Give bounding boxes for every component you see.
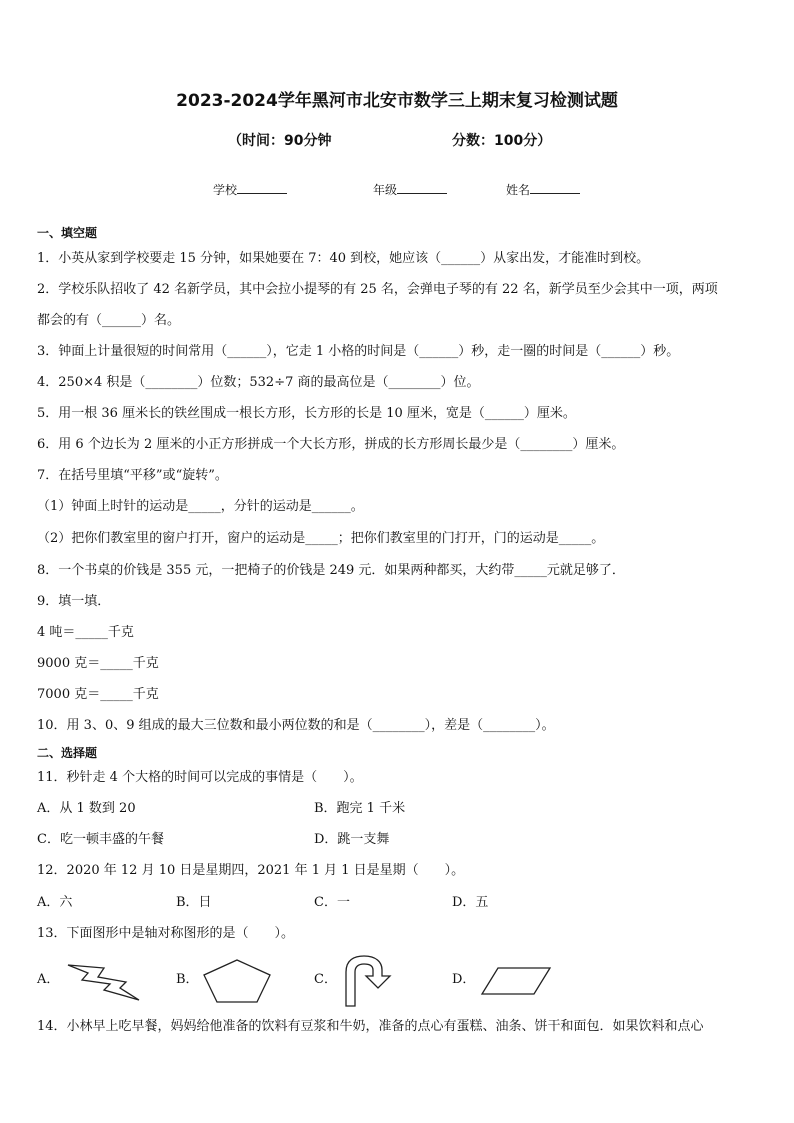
question-8: 8．一个书桌的价钱是 355 元，一把椅子的价钱是 249 元．如果两种都买，大约带_____元就足够了．	[37, 563, 625, 578]
grade-blank[interactable]	[397, 181, 447, 194]
question-1: 1．小英从家到学校要走 15 分钟，如果她要在 7：40 到校，她应该（______）从家出发，才能准时到校。	[37, 251, 650, 266]
lightning-icon	[66, 960, 142, 1002]
q13-option-b[interactable]: B．	[176, 972, 199, 987]
q11-option-a[interactable]: A．从 1 数到 20	[37, 801, 136, 816]
school-blank[interactable]	[237, 181, 287, 194]
question-12: 12．2020 年 12 月 10 日是星期四，2021 年 1 月 1 日是星期（ ）。	[37, 863, 465, 878]
question-6: 6．用 6 个边长为 2 厘米的小正方形拼成一个大长方形，拼成的长方形周长最少是（________）厘米。	[37, 437, 625, 452]
question-4: 4．250×4 积是（________）位数；532÷7 商的最高位是（________）位。	[37, 375, 480, 390]
question-9-c: 7000 克＝_____千克	[37, 687, 159, 702]
question-5: 5．用一根 36 厘米长的铁丝围成一根长方形，长方形的长是 10 厘米，宽是（______）厘米。	[37, 406, 576, 421]
question-11: 11．秒针走 4 个大格的时间可以完成的事情是（ ）。	[37, 770, 363, 785]
question-3: 3．钟面上计量很短的时间常用（______），它走 1 小格的时间是（______）秒，走一圈的时间是（______）秒。	[37, 344, 680, 359]
q11-option-b[interactable]: B．跑完 1 千米	[314, 801, 406, 816]
q11-option-c[interactable]: C．吃一顿丰盛的午餐	[37, 832, 164, 847]
school-label: 学校	[213, 183, 238, 197]
grade-label: 年级	[373, 183, 398, 197]
q12-option-d[interactable]: D．五	[452, 895, 489, 910]
u-turn-arrow-icon	[342, 954, 398, 1008]
grade-field	[373, 181, 447, 198]
question-9-a: 4 吨＝_____千克	[37, 625, 134, 640]
q13-option-c[interactable]: C．	[314, 972, 337, 987]
name-blank[interactable]	[530, 181, 580, 194]
exam-score: 分数：100分）	[452, 133, 552, 149]
pentagon-icon	[202, 958, 272, 1004]
q12-option-c[interactable]: C．一	[314, 895, 350, 910]
question-9-b: 9000 克＝_____千克	[37, 656, 159, 671]
question-2: 2．学校乐队招收了 42 名新学员，其中会拉小提琴的有 25 名，会弹电子琴的有 22 名，新学员至少会其中一项，两项	[37, 282, 718, 297]
name-field	[506, 181, 580, 198]
question-13: 13．下面图形中是轴对称图形的是（ ）。	[37, 926, 295, 941]
exam-time: （时间：90分钟	[228, 133, 332, 149]
question-2-cont: 都会的有（______）名。	[37, 313, 181, 328]
q12-option-a[interactable]: A．六	[37, 895, 73, 910]
question-7-1: （1）钟面上时针的运动是_____，分针的运动是______。	[37, 499, 364, 514]
question-7-2: （2）把你们教室里的窗户打开，窗户的运动是_____；把你们教室里的门打开，门的运动是_____。	[37, 531, 605, 546]
q11-option-d[interactable]: D．跳一支舞	[314, 832, 390, 847]
school-field	[213, 181, 287, 198]
question-7: 7．在括号里填“平移”或“旋转”。	[37, 468, 228, 483]
q12-option-b[interactable]: B．日	[176, 895, 212, 910]
name-label: 姓名	[506, 183, 531, 197]
question-9: 9．填一填．	[37, 594, 111, 609]
question-10: 10．用 3、0、9 组成的最大三位数和最小两位数的和是（________），差是（________）。	[37, 718, 555, 733]
parallelogram-icon	[480, 966, 552, 996]
q13-option-a[interactable]: A．	[37, 972, 60, 987]
question-14: 14．小林早上吃早餐，妈妈给他准备的饮料有豆浆和牛奶，准备的点心有蛋糕、油条、饼干和面包．如果饮料和点心	[37, 1019, 704, 1034]
section-fill-in-title: 一、填空题	[37, 226, 98, 240]
exam-title: 2023-2024学年黑河市北安市数学三上期末复习检测试题	[176, 91, 618, 111]
section-choice-title: 二、选择题	[37, 746, 98, 760]
q13-option-d[interactable]: D．	[452, 972, 476, 987]
